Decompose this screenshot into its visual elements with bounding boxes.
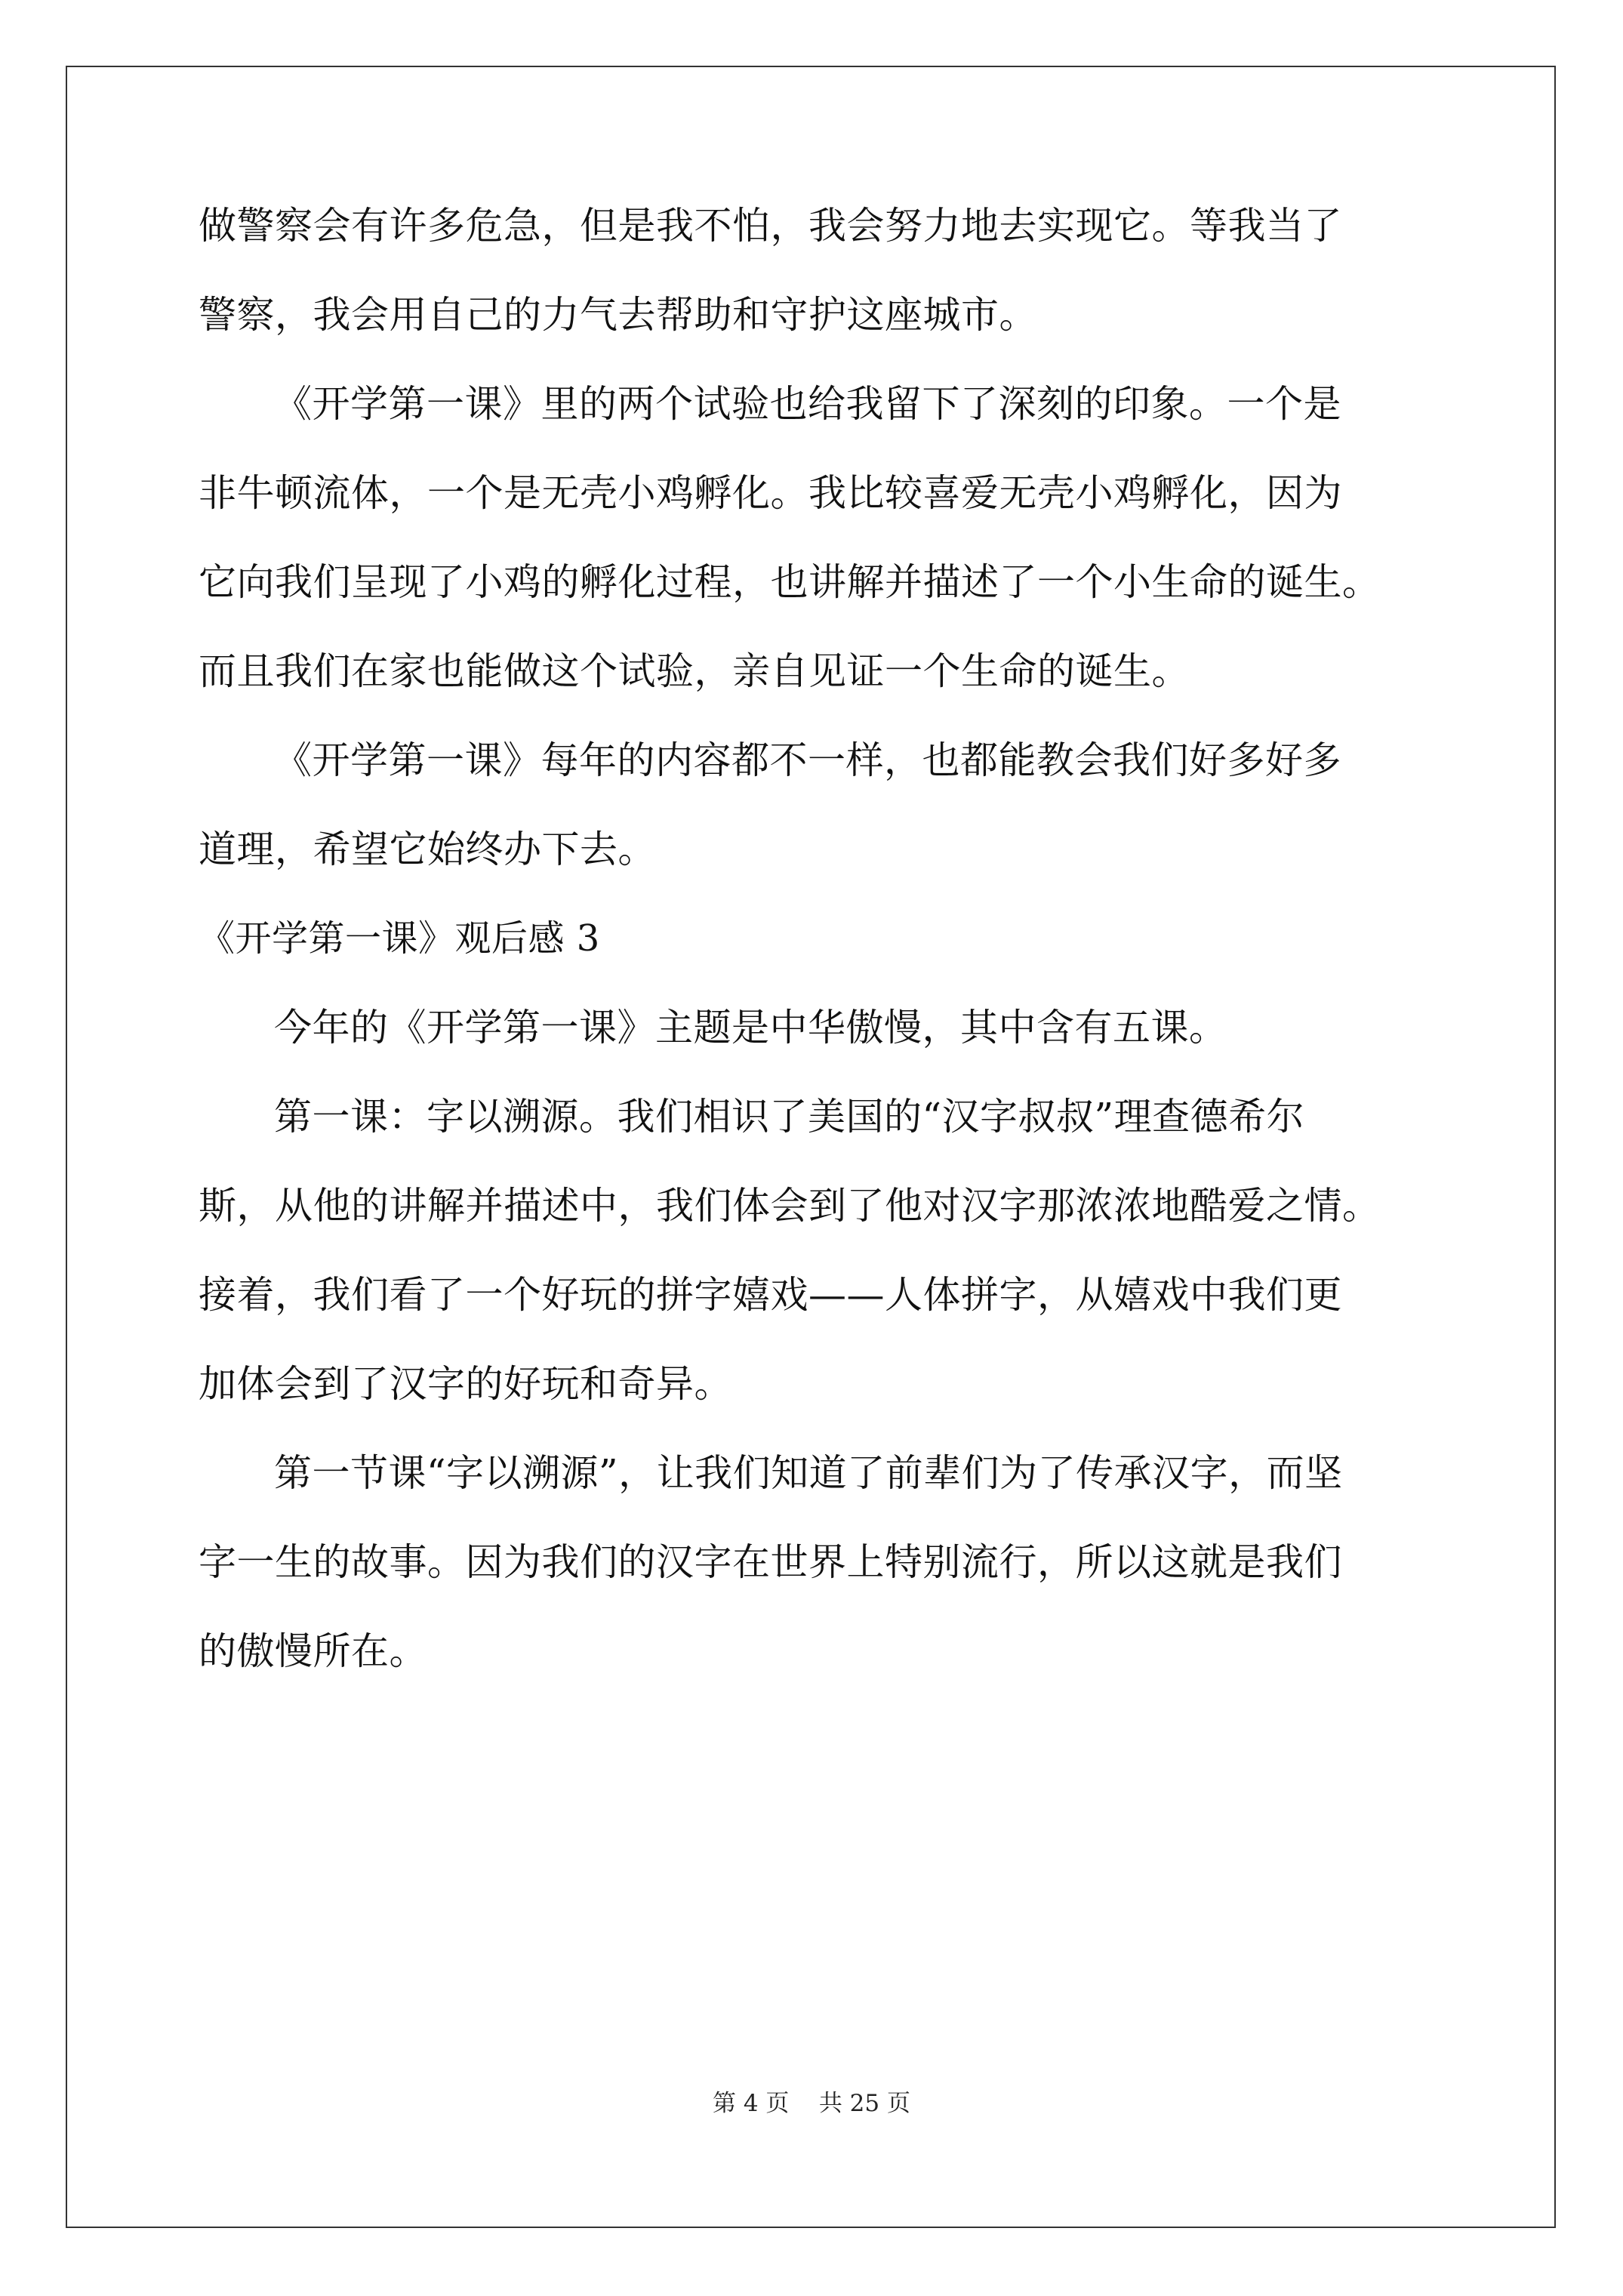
text-line: 非牛顿流体，一个是无壳小鸡孵化。我比较喜爱无壳小鸡孵化，因为 [199, 471, 1342, 515]
paragraph-start: 《开学第一课》里的两个试验也给我留下了深刻的印象。一个是 [274, 382, 1341, 426]
paragraph-start: 今年的《开学第一课》主题是中华傲慢，其中含有五课。 [274, 1006, 1227, 1049]
text-line: 的傲慢所在。 [199, 1629, 427, 1673]
paragraph-start: 第一节课“字以溯源”，让我们知道了前辈们为了传承汉字，而坚 [274, 1451, 1343, 1495]
page-number-footer: 第 4 页 共 25 页 [712, 2090, 910, 2117]
text-line: 警察，我会用自己的力气去帮助和守护这座城市。 [199, 293, 1037, 337]
text-line: 接着，我们看了一个好玩的拼字嬉戏——人体拼字，从嬉戏中我们更 [199, 1273, 1342, 1317]
text-line: 做警察会有许多危急，但是我不怕，我会努力地去实现它。等我当了 [199, 204, 1342, 248]
document-body [199, 181, 1437, 1696]
text-line: 而且我们在家也能做这个试验，亲自见证一个生命的诞生。 [199, 649, 1190, 693]
text-line: 它向我们呈现了小鸡的孵化过程，也讲解并描述了一个小生命的诞生。 [199, 560, 1381, 604]
text-line: 斯，从他的讲解并描述中，我们体会到了他对汉字那浓浓地酷爱之情。 [199, 1184, 1381, 1228]
text-line: 加体会到了汉字的好玩和奇异。 [199, 1362, 732, 1406]
paragraph-start: 第一课：字以溯源。我们相识了美国的“汉字叔叔”理查德希尔 [274, 1095, 1305, 1139]
text-line: 字一生的故事。因为我们的汉字在世界上特别流行，所以这就是我们 [199, 1540, 1342, 1584]
section-heading: 《开学第一课》观后感 3 [199, 917, 600, 960]
text-line: 道理，希望它始终办下去。 [199, 827, 656, 871]
paragraph-start: 《开学第一课》每年的内容都不一样，也都能教会我们好多好多 [274, 738, 1341, 782]
